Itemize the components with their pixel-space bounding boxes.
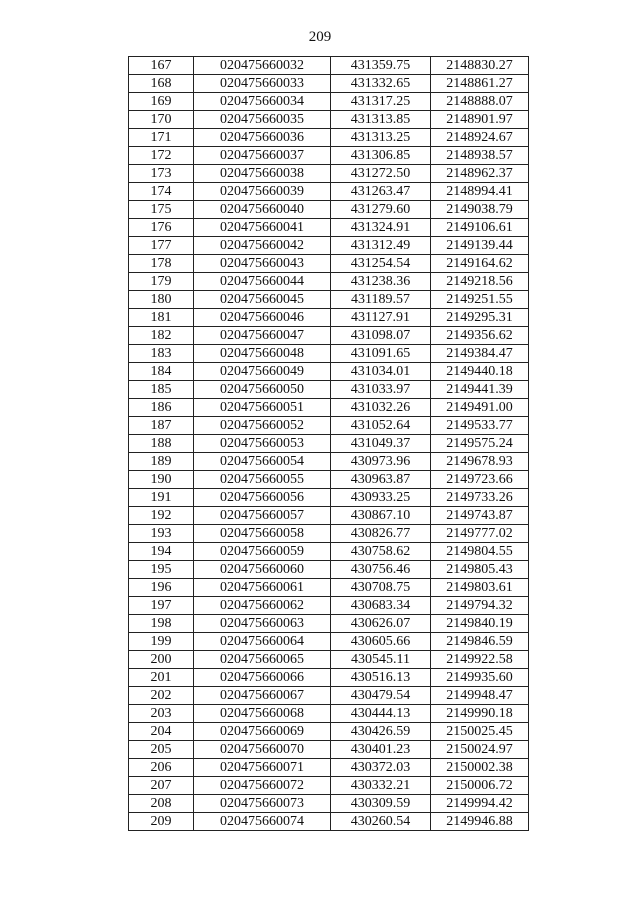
point-id-cell: 020475660038 bbox=[194, 165, 331, 183]
point-id-cell: 020475660054 bbox=[194, 453, 331, 471]
point-number-cell: 175 bbox=[129, 201, 194, 219]
point-number-cell: 184 bbox=[129, 363, 194, 381]
y-coordinate-cell: 2149803.61 bbox=[431, 579, 529, 597]
point-id-cell: 020475660053 bbox=[194, 435, 331, 453]
y-coordinate-cell: 2150002.38 bbox=[431, 759, 529, 777]
x-coordinate-cell: 431127.91 bbox=[331, 309, 431, 327]
point-id-cell: 020475660034 bbox=[194, 93, 331, 111]
y-coordinate-cell: 2148938.57 bbox=[431, 147, 529, 165]
point-id-cell: 020475660057 bbox=[194, 507, 331, 525]
point-number-cell: 174 bbox=[129, 183, 194, 201]
point-number-cell: 179 bbox=[129, 273, 194, 291]
table-row bbox=[129, 165, 529, 183]
point-number-cell: 173 bbox=[129, 165, 194, 183]
table-row bbox=[129, 795, 529, 813]
y-coordinate-cell: 2148962.37 bbox=[431, 165, 529, 183]
point-number-cell: 196 bbox=[129, 579, 194, 597]
table-row bbox=[129, 111, 529, 129]
y-coordinate-cell: 2150006.72 bbox=[431, 777, 529, 795]
point-number-cell: 202 bbox=[129, 687, 194, 705]
y-coordinate-cell: 2149440.18 bbox=[431, 363, 529, 381]
x-coordinate-cell: 431238.36 bbox=[331, 273, 431, 291]
point-id-cell: 020475660073 bbox=[194, 795, 331, 813]
point-id-cell: 020475660051 bbox=[194, 399, 331, 417]
point-number-cell: 170 bbox=[129, 111, 194, 129]
point-number-cell: 207 bbox=[129, 777, 194, 795]
x-coordinate-cell: 431263.47 bbox=[331, 183, 431, 201]
table-row bbox=[129, 813, 529, 831]
x-coordinate-cell: 431312.49 bbox=[331, 237, 431, 255]
table-row bbox=[129, 705, 529, 723]
point-id-cell: 020475660058 bbox=[194, 525, 331, 543]
x-coordinate-cell: 431034.01 bbox=[331, 363, 431, 381]
table-row bbox=[129, 327, 529, 345]
point-id-cell: 020475660039 bbox=[194, 183, 331, 201]
point-id-cell: 020475660068 bbox=[194, 705, 331, 723]
table-row bbox=[129, 201, 529, 219]
point-id-cell: 020475660047 bbox=[194, 327, 331, 345]
table-row bbox=[129, 669, 529, 687]
y-coordinate-cell: 2150024.97 bbox=[431, 741, 529, 759]
table-row bbox=[129, 489, 529, 507]
table-row bbox=[129, 615, 529, 633]
point-number-cell: 187 bbox=[129, 417, 194, 435]
coordinates-table-body bbox=[129, 57, 529, 831]
table-row bbox=[129, 255, 529, 273]
y-coordinate-cell: 2149948.47 bbox=[431, 687, 529, 705]
point-number-cell: 190 bbox=[129, 471, 194, 489]
point-id-cell: 020475660055 bbox=[194, 471, 331, 489]
table-row bbox=[129, 129, 529, 147]
x-coordinate-cell: 430426.59 bbox=[331, 723, 431, 741]
point-id-cell: 020475660072 bbox=[194, 777, 331, 795]
point-id-cell: 020475660041 bbox=[194, 219, 331, 237]
table-row bbox=[129, 453, 529, 471]
y-coordinate-cell: 2149777.02 bbox=[431, 525, 529, 543]
table-row bbox=[129, 633, 529, 651]
y-coordinate-cell: 2149743.87 bbox=[431, 507, 529, 525]
point-id-cell: 020475660056 bbox=[194, 489, 331, 507]
table-row bbox=[129, 759, 529, 777]
x-coordinate-cell: 431189.57 bbox=[331, 291, 431, 309]
y-coordinate-cell: 2149441.39 bbox=[431, 381, 529, 399]
y-coordinate-cell: 2148901.97 bbox=[431, 111, 529, 129]
y-coordinate-cell: 2149922.58 bbox=[431, 651, 529, 669]
point-number-cell: 201 bbox=[129, 669, 194, 687]
y-coordinate-cell: 2149794.32 bbox=[431, 597, 529, 615]
x-coordinate-cell: 430933.25 bbox=[331, 489, 431, 507]
y-coordinate-cell: 2149491.00 bbox=[431, 399, 529, 417]
point-id-cell: 020475660062 bbox=[194, 597, 331, 615]
point-number-cell: 182 bbox=[129, 327, 194, 345]
point-id-cell: 020475660065 bbox=[194, 651, 331, 669]
point-id-cell: 020475660063 bbox=[194, 615, 331, 633]
x-coordinate-cell: 431254.54 bbox=[331, 255, 431, 273]
y-coordinate-cell: 2148994.41 bbox=[431, 183, 529, 201]
x-coordinate-cell: 431313.25 bbox=[331, 129, 431, 147]
point-number-cell: 176 bbox=[129, 219, 194, 237]
point-id-cell: 020475660045 bbox=[194, 291, 331, 309]
table-row bbox=[129, 381, 529, 399]
coordinates-table bbox=[128, 56, 529, 831]
table-row bbox=[129, 741, 529, 759]
y-coordinate-cell: 2149384.47 bbox=[431, 345, 529, 363]
point-number-cell: 168 bbox=[129, 75, 194, 93]
point-id-cell: 020475660074 bbox=[194, 813, 331, 831]
point-number-cell: 185 bbox=[129, 381, 194, 399]
x-coordinate-cell: 431098.07 bbox=[331, 327, 431, 345]
point-id-cell: 020475660042 bbox=[194, 237, 331, 255]
y-coordinate-cell: 2149164.62 bbox=[431, 255, 529, 273]
point-number-cell: 183 bbox=[129, 345, 194, 363]
table-row bbox=[129, 291, 529, 309]
y-coordinate-cell: 2149935.60 bbox=[431, 669, 529, 687]
table-row bbox=[129, 237, 529, 255]
point-number-cell: 198 bbox=[129, 615, 194, 633]
x-coordinate-cell: 430708.75 bbox=[331, 579, 431, 597]
point-number-cell: 186 bbox=[129, 399, 194, 417]
point-number-cell: 172 bbox=[129, 147, 194, 165]
point-number-cell: 189 bbox=[129, 453, 194, 471]
table-row bbox=[129, 597, 529, 615]
table-row bbox=[129, 363, 529, 381]
point-id-cell: 020475660036 bbox=[194, 129, 331, 147]
table-row bbox=[129, 273, 529, 291]
point-number-cell: 200 bbox=[129, 651, 194, 669]
point-id-cell: 020475660033 bbox=[194, 75, 331, 93]
x-coordinate-cell: 430605.66 bbox=[331, 633, 431, 651]
y-coordinate-cell: 2150025.45 bbox=[431, 723, 529, 741]
y-coordinate-cell: 2149295.31 bbox=[431, 309, 529, 327]
y-coordinate-cell: 2148924.67 bbox=[431, 129, 529, 147]
table-row bbox=[129, 309, 529, 327]
point-number-cell: 194 bbox=[129, 543, 194, 561]
point-number-cell: 209 bbox=[129, 813, 194, 831]
point-number-cell: 205 bbox=[129, 741, 194, 759]
point-number-cell: 206 bbox=[129, 759, 194, 777]
x-coordinate-cell: 431317.25 bbox=[331, 93, 431, 111]
x-coordinate-cell: 430963.87 bbox=[331, 471, 431, 489]
point-id-cell: 020475660037 bbox=[194, 147, 331, 165]
point-number-cell: 208 bbox=[129, 795, 194, 813]
x-coordinate-cell: 430867.10 bbox=[331, 507, 431, 525]
y-coordinate-cell: 2149575.24 bbox=[431, 435, 529, 453]
point-number-cell: 195 bbox=[129, 561, 194, 579]
x-coordinate-cell: 431049.37 bbox=[331, 435, 431, 453]
x-coordinate-cell: 431279.60 bbox=[331, 201, 431, 219]
x-coordinate-cell: 431332.65 bbox=[331, 75, 431, 93]
y-coordinate-cell: 2149038.79 bbox=[431, 201, 529, 219]
table-row bbox=[129, 507, 529, 525]
point-id-cell: 020475660048 bbox=[194, 345, 331, 363]
table-row bbox=[129, 777, 529, 795]
page-number: 209 bbox=[308, 29, 332, 45]
y-coordinate-cell: 2149804.55 bbox=[431, 543, 529, 561]
x-coordinate-cell: 431032.26 bbox=[331, 399, 431, 417]
x-coordinate-cell: 430683.34 bbox=[331, 597, 431, 615]
point-number-cell: 171 bbox=[129, 129, 194, 147]
table-row bbox=[129, 471, 529, 489]
x-coordinate-cell: 430756.46 bbox=[331, 561, 431, 579]
point-number-cell: 169 bbox=[129, 93, 194, 111]
y-coordinate-cell: 2149990.18 bbox=[431, 705, 529, 723]
point-id-cell: 020475660043 bbox=[194, 255, 331, 273]
y-coordinate-cell: 2149805.43 bbox=[431, 561, 529, 579]
x-coordinate-cell: 430516.13 bbox=[331, 669, 431, 687]
table-row bbox=[129, 687, 529, 705]
y-coordinate-cell: 2149723.66 bbox=[431, 471, 529, 489]
x-coordinate-cell: 430545.11 bbox=[331, 651, 431, 669]
point-number-cell: 204 bbox=[129, 723, 194, 741]
x-coordinate-cell: 431091.65 bbox=[331, 345, 431, 363]
x-coordinate-cell: 430826.77 bbox=[331, 525, 431, 543]
point-id-cell: 020475660050 bbox=[194, 381, 331, 399]
x-coordinate-cell: 430758.62 bbox=[331, 543, 431, 561]
point-number-cell: 188 bbox=[129, 435, 194, 453]
x-coordinate-cell: 431324.91 bbox=[331, 219, 431, 237]
point-number-cell: 191 bbox=[129, 489, 194, 507]
point-id-cell: 020475660064 bbox=[194, 633, 331, 651]
y-coordinate-cell: 2149946.88 bbox=[431, 813, 529, 831]
point-number-cell: 181 bbox=[129, 309, 194, 327]
table-row bbox=[129, 345, 529, 363]
x-coordinate-cell: 431313.85 bbox=[331, 111, 431, 129]
table-row bbox=[129, 399, 529, 417]
point-number-cell: 177 bbox=[129, 237, 194, 255]
point-number-cell: 180 bbox=[129, 291, 194, 309]
point-number-cell: 167 bbox=[129, 57, 194, 75]
point-number-cell: 178 bbox=[129, 255, 194, 273]
table-row bbox=[129, 417, 529, 435]
x-coordinate-cell: 431033.97 bbox=[331, 381, 431, 399]
point-id-cell: 020475660040 bbox=[194, 201, 331, 219]
y-coordinate-cell: 2149840.19 bbox=[431, 615, 529, 633]
x-coordinate-cell: 430479.54 bbox=[331, 687, 431, 705]
y-coordinate-cell: 2149106.61 bbox=[431, 219, 529, 237]
table-row bbox=[129, 147, 529, 165]
table-row bbox=[129, 57, 529, 75]
table-row bbox=[129, 93, 529, 111]
x-coordinate-cell: 431359.75 bbox=[331, 57, 431, 75]
y-coordinate-cell: 2149356.62 bbox=[431, 327, 529, 345]
y-coordinate-cell: 2149139.44 bbox=[431, 237, 529, 255]
point-id-cell: 020475660070 bbox=[194, 741, 331, 759]
y-coordinate-cell: 2148861.27 bbox=[431, 75, 529, 93]
table-row bbox=[129, 561, 529, 579]
table-row bbox=[129, 543, 529, 561]
x-coordinate-cell: 430309.59 bbox=[331, 795, 431, 813]
point-id-cell: 020475660059 bbox=[194, 543, 331, 561]
table-row bbox=[129, 651, 529, 669]
y-coordinate-cell: 2148830.27 bbox=[431, 57, 529, 75]
y-coordinate-cell: 2149994.42 bbox=[431, 795, 529, 813]
x-coordinate-cell: 430332.21 bbox=[331, 777, 431, 795]
point-id-cell: 020475660035 bbox=[194, 111, 331, 129]
y-coordinate-cell: 2149846.59 bbox=[431, 633, 529, 651]
table-row bbox=[129, 75, 529, 93]
point-number-cell: 203 bbox=[129, 705, 194, 723]
point-id-cell: 020475660049 bbox=[194, 363, 331, 381]
table-row bbox=[129, 525, 529, 543]
point-id-cell: 020475660046 bbox=[194, 309, 331, 327]
point-id-cell: 020475660071 bbox=[194, 759, 331, 777]
x-coordinate-cell: 430372.03 bbox=[331, 759, 431, 777]
x-coordinate-cell: 430444.13 bbox=[331, 705, 431, 723]
point-number-cell: 193 bbox=[129, 525, 194, 543]
point-number-cell: 192 bbox=[129, 507, 194, 525]
point-id-cell: 020475660060 bbox=[194, 561, 331, 579]
x-coordinate-cell: 431272.50 bbox=[331, 165, 431, 183]
x-coordinate-cell: 431306.85 bbox=[331, 147, 431, 165]
x-coordinate-cell: 431052.64 bbox=[331, 417, 431, 435]
x-coordinate-cell: 430401.23 bbox=[331, 741, 431, 759]
y-coordinate-cell: 2148888.07 bbox=[431, 93, 529, 111]
table-row bbox=[129, 579, 529, 597]
y-coordinate-cell: 2149218.56 bbox=[431, 273, 529, 291]
table-row bbox=[129, 183, 529, 201]
point-id-cell: 020475660061 bbox=[194, 579, 331, 597]
x-coordinate-cell: 430626.07 bbox=[331, 615, 431, 633]
y-coordinate-cell: 2149533.77 bbox=[431, 417, 529, 435]
table-row bbox=[129, 723, 529, 741]
point-number-cell: 199 bbox=[129, 633, 194, 651]
table-row bbox=[129, 435, 529, 453]
x-coordinate-cell: 430973.96 bbox=[331, 453, 431, 471]
x-coordinate-cell: 430260.54 bbox=[331, 813, 431, 831]
point-id-cell: 020475660032 bbox=[194, 57, 331, 75]
table-row bbox=[129, 219, 529, 237]
y-coordinate-cell: 2149678.93 bbox=[431, 453, 529, 471]
point-id-cell: 020475660069 bbox=[194, 723, 331, 741]
point-id-cell: 020475660052 bbox=[194, 417, 331, 435]
point-id-cell: 020475660044 bbox=[194, 273, 331, 291]
point-id-cell: 020475660067 bbox=[194, 687, 331, 705]
y-coordinate-cell: 2149733.26 bbox=[431, 489, 529, 507]
y-coordinate-cell: 2149251.55 bbox=[431, 291, 529, 309]
point-number-cell: 197 bbox=[129, 597, 194, 615]
point-id-cell: 020475660066 bbox=[194, 669, 331, 687]
